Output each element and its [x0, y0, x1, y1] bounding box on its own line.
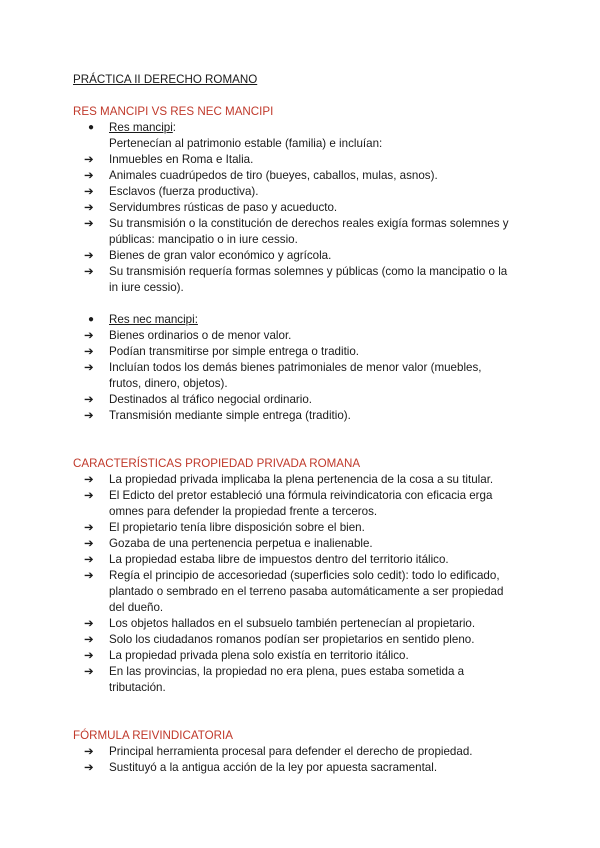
- list-item-continuation: [0, 232, 600, 248]
- arrow-right-icon: ➔: [84, 265, 94, 278]
- res-mancipi-intro-line: [0, 136, 600, 152]
- caracteristicas-block: [0, 472, 600, 696]
- list-item-text: Transmisión mediante simple entrega (traditio).: [109, 409, 351, 422]
- list-item-text: Solo los ciudadanos romanos podían ser propietarios en sentido pleno.: [109, 633, 475, 646]
- list-item-text: omnes para defender la propiedad frente a terceros.: [109, 505, 378, 518]
- arrow-right-icon: ➔: [84, 345, 94, 358]
- list-item: [0, 168, 600, 184]
- list-item: [0, 520, 600, 536]
- res-mancipi-list: [0, 152, 600, 296]
- list-item: [0, 328, 600, 344]
- list-item-text: La propiedad privada plena solo existía en territorio itálico.: [109, 649, 409, 662]
- bullet-icon: ●: [88, 122, 95, 133]
- arrow-right-icon: ➔: [84, 185, 94, 198]
- list-item-text: Bienes ordinarios o de menor valor.: [109, 329, 292, 342]
- arrow-right-icon: ➔: [84, 553, 94, 566]
- list-item: [0, 248, 600, 264]
- res-mancipi-block: [0, 120, 600, 296]
- list-item-text: públicas: mancipatio o in iure cessio.: [109, 233, 298, 246]
- res-mancipi-colon: :: [172, 121, 177, 134]
- res-nec-mancipi-block: [0, 312, 600, 424]
- list-item-continuation: [0, 280, 600, 296]
- arrow-right-icon: ➔: [84, 665, 94, 678]
- arrow-right-icon: ➔: [84, 473, 94, 486]
- res-nec-mancipi-bullet-line: [0, 312, 600, 328]
- list-item-text: Principal herramienta procesal para defender el derecho de propiedad.: [109, 745, 473, 758]
- list-item: [0, 616, 600, 632]
- list-item-text: Sustituyó a la antigua acción de la ley por apuesta sacramental.: [109, 761, 438, 774]
- arrow-right-icon: ➔: [84, 201, 94, 214]
- res-mancipi-bullet-line: [0, 120, 600, 136]
- list-item: [0, 488, 600, 504]
- list-item: [0, 472, 600, 488]
- res-mancipi-label-wrap: [109, 120, 176, 136]
- formula-list: [0, 744, 600, 776]
- arrow-right-icon: ➔: [84, 745, 94, 758]
- list-item-text: Su transmisión requería formas solemnes y públicas (como la mancipatio o la: [109, 265, 508, 278]
- arrow-right-icon: ➔: [84, 537, 94, 550]
- res-nec-mancipi-label: Res nec mancipi:: [109, 313, 198, 326]
- section-heading-formula: FÓRMULA REIVINDICATORIA: [73, 729, 233, 742]
- list-item-text: Los objetos hallados en el subsuelo también pertenecían al propietario.: [109, 617, 476, 630]
- formula-block: [0, 744, 600, 776]
- list-item-text: Destinados al tráfico negocial ordinario.: [109, 393, 313, 406]
- arrow-right-icon: ➔: [84, 633, 94, 646]
- list-item-text: plantado o sembrado en el terreno pasaba automáticamente a ser propiedad: [109, 585, 504, 598]
- list-item-text: El Edicto del pretor estableció una fórmula reivindicatoria con eficacia erga: [109, 489, 493, 502]
- list-item-text: Gozaba de una pertenencia perpetua e inalienable.: [109, 537, 373, 550]
- res-mancipi-intro: Pertenecían al patrimonio estable (familia) e incluían:: [109, 137, 383, 150]
- list-item-text: frutos, dinero, objetos).: [109, 377, 228, 390]
- list-item-text: El propietario tenía libre disposición sobre el bien.: [109, 521, 365, 534]
- list-item-text: Regía el principio de accesoriedad (superficies solo cedit): todo lo edificado,: [109, 569, 500, 582]
- list-item-continuation: [0, 600, 600, 616]
- arrow-right-icon: ➔: [84, 169, 94, 182]
- section-heading-caracteristicas: CARACTERÍSTICAS PROPIEDAD PRIVADA ROMANA: [73, 457, 361, 470]
- list-item-text: in iure cessio).: [109, 281, 184, 294]
- arrow-right-icon: ➔: [84, 393, 94, 406]
- list-item: [0, 360, 600, 376]
- list-item-continuation: [0, 376, 600, 392]
- arrow-right-icon: ➔: [84, 153, 94, 166]
- arrow-right-icon: ➔: [84, 617, 94, 630]
- list-item: [0, 536, 600, 552]
- arrow-right-icon: ➔: [84, 217, 94, 230]
- arrow-right-icon: ➔: [84, 649, 94, 662]
- bullet-icon: ●: [88, 314, 95, 325]
- res-mancipi-label: Res mancipi: [109, 121, 173, 134]
- list-item-text: Servidumbres rústicas de paso y acueducto.: [109, 201, 338, 214]
- list-item: [0, 392, 600, 408]
- list-item-text: La propiedad estaba libre de impuestos dentro del territorio itálico.: [109, 553, 449, 566]
- list-item-continuation: [0, 680, 600, 696]
- res-nec-mancipi-list: [0, 328, 600, 424]
- list-item-text: Incluían todos los demás bienes patrimoniales de menor valor (muebles,: [109, 361, 482, 374]
- list-item-text: Su transmisión o la constitución de derechos reales exigía formas solemnes y: [109, 217, 509, 230]
- list-item: [0, 200, 600, 216]
- list-item: [0, 408, 600, 424]
- list-item-text: Animales cuadrúpedos de tiro (bueyes, caballos, mulas, asnos).: [109, 169, 438, 182]
- arrow-right-icon: ➔: [84, 569, 94, 582]
- list-item-continuation: [0, 584, 600, 600]
- list-item: [0, 648, 600, 664]
- list-item: [0, 264, 600, 280]
- arrow-right-icon: ➔: [84, 521, 94, 534]
- arrow-right-icon: ➔: [84, 329, 94, 342]
- list-item: [0, 344, 600, 360]
- section-heading-res-mancipi: RES MANCIPI VS RES NEC MANCIPI: [73, 105, 274, 118]
- list-item-text: La propiedad privada implicaba la plena pertenencia de la cosa a su titular.: [109, 473, 494, 486]
- list-item-continuation: [0, 504, 600, 520]
- caracteristicas-list: [0, 472, 600, 696]
- list-item: [0, 632, 600, 648]
- list-item: [0, 152, 600, 168]
- arrow-right-icon: ➔: [84, 249, 94, 262]
- list-item: [0, 216, 600, 232]
- list-item-text: En las provincias, la propiedad no era plena, pues estaba sometida a: [109, 665, 465, 678]
- arrow-right-icon: ➔: [84, 489, 94, 502]
- list-item-text: Podían transmitirse por simple entrega o traditio.: [109, 345, 360, 358]
- list-item: [0, 552, 600, 568]
- list-item: [0, 568, 600, 584]
- list-item-text: del dueño.: [109, 601, 164, 614]
- list-item: [0, 760, 600, 776]
- list-item-text: tributación.: [109, 681, 166, 694]
- arrow-right-icon: ➔: [84, 761, 94, 774]
- list-item-text: Inmuebles en Roma e Italia.: [109, 153, 254, 166]
- list-item-text: Esclavos (fuerza productiva).: [109, 185, 259, 198]
- arrow-right-icon: ➔: [84, 361, 94, 374]
- arrow-right-icon: ➔: [84, 409, 94, 422]
- document-title: PRÁCTICA II DERECHO ROMANO: [73, 73, 258, 86]
- list-item: [0, 664, 600, 680]
- list-item-text: Bienes de gran valor económico y agrícola.: [109, 249, 332, 262]
- list-item: [0, 744, 600, 760]
- list-item: [0, 184, 600, 200]
